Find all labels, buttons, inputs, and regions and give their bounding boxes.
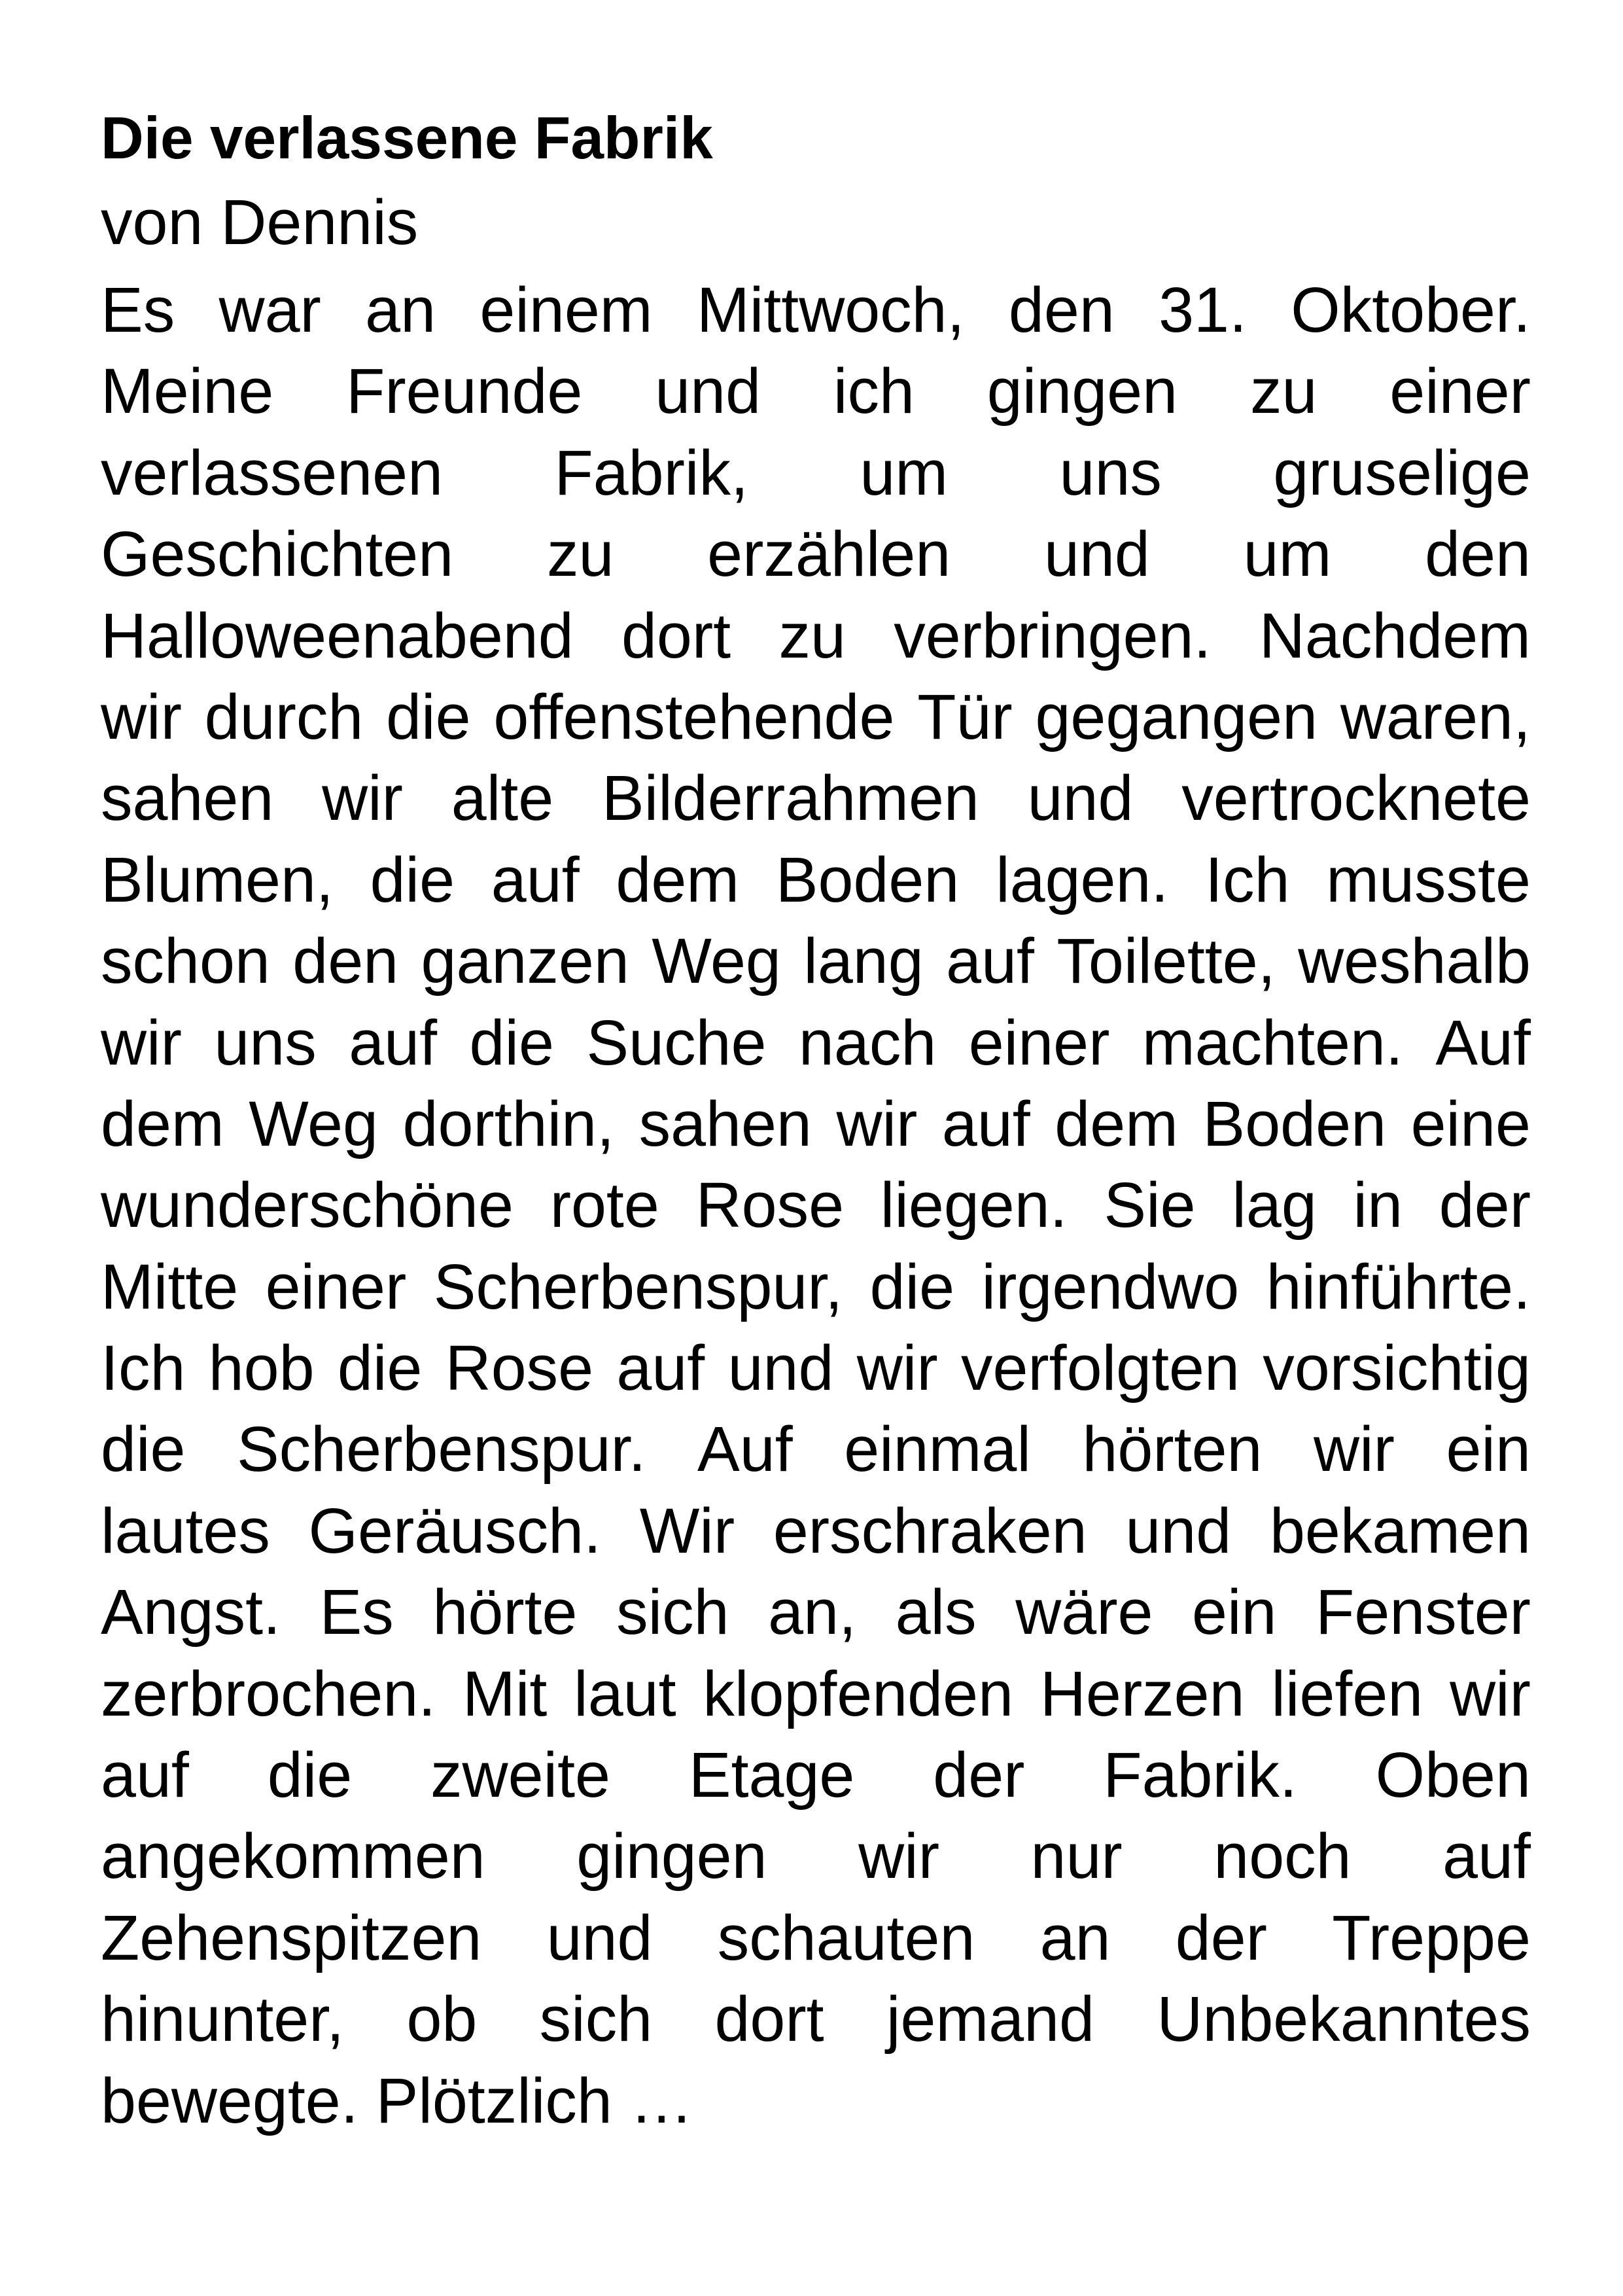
story-word: auf [946,925,1034,997]
story-line [101,270,1531,351]
story-word: Es [319,1576,394,1648]
story-word: der [1175,1901,1267,1973]
story-word: hinunter, [101,1983,345,2055]
story-word: Toilette, [1056,925,1276,997]
story-line [101,1491,1531,1572]
story-word: ob [406,1983,478,2055]
story-word: der [1439,1169,1531,1241]
story-word: alte [451,762,554,834]
story-word: gingen [576,1820,767,1892]
story-line [101,677,1531,758]
story-word: wir [101,680,182,752]
story-word: Weg [652,925,781,997]
story-word: Scherbenspur. [236,1413,646,1485]
story-word: die [469,1006,554,1078]
story-line [101,1979,1531,2060]
story-word: Mit [462,1657,548,1729]
story-word: wir [1314,1413,1395,1485]
story-word: an [365,274,436,345]
story-line [101,1735,1531,1816]
story-word: ein [1446,1413,1531,1485]
story-word: Scherbenspur, [433,1250,843,1322]
story-word: lautes [101,1494,270,1566]
story-word: Bilderrahmen [601,762,979,834]
story-line [101,1572,1531,1653]
story-word: Sie [1104,1169,1196,1241]
story-line-last: bewegte. Plötzlich … [101,2064,693,2136]
story-word: noch [1213,1820,1352,1892]
story-word: 31. [1159,274,1247,345]
story-word: Treppe [1332,1901,1531,1973]
story-word: Unbekanntes [1157,1983,1531,2055]
story-word: hörten [1082,1413,1263,1485]
story-word: den [1008,274,1115,345]
story-word: dem [101,1087,224,1159]
story-word: als [895,1576,977,1648]
story-word: waren, [1340,680,1531,752]
story-word: an [1039,1901,1111,1973]
story-line [101,595,1531,677]
story-line [101,1653,1531,1735]
story-author: von Dennis [101,186,419,258]
story-word: wir [858,1820,939,1892]
story-word: Fenster [1316,1576,1531,1648]
story-word: Rose [695,1169,845,1241]
story-word: jemand [886,1983,1095,2055]
story-word: verlassenen [101,436,444,508]
story-word: zerbrochen. [101,1657,436,1729]
story-word: eine [1410,1087,1531,1159]
story-word: wir [836,1087,918,1159]
story-word: lag [1232,1169,1317,1241]
story-word: den [292,925,399,997]
story-word: Meine [101,355,274,427]
story-word: einer [1389,355,1531,427]
story-word: zweite [430,1739,610,1811]
story-line [101,433,1531,514]
story-body [101,270,1531,2142]
story-word: Suche [586,1006,767,1078]
story-word: zu [1249,355,1318,427]
story-word: uns [214,1006,317,1078]
story-word: die [267,1739,353,1811]
story-word: in [1353,1169,1403,1241]
story-word: irgendwo [981,1250,1240,1322]
story-word: sahen [101,762,274,834]
story-word: Wir [639,1494,735,1566]
story-word: einer [968,1006,1110,1078]
story-word: wunderschöne [101,1169,514,1241]
story-word: auf [349,1006,438,1078]
story-word: lagen. [996,843,1169,915]
story-word: und [655,355,761,427]
story-word: die [337,1332,423,1404]
story-word: die [386,680,471,752]
story-word: offenstehende [493,680,895,752]
story-word: einer [265,1250,407,1322]
story-word: Weg [249,1087,378,1159]
story-word: auf [101,1739,189,1811]
story-title: Die verlassene Fabrik [101,105,713,171]
story-line [101,514,1531,595]
story-word: auf [941,1087,1030,1159]
story-word: wäre [1015,1576,1153,1648]
story-line [101,1898,1531,1979]
story-line [101,921,1531,1002]
story-word: Fabrik. [1103,1739,1297,1811]
story-word: Angst. [101,1576,281,1648]
story-word: der [933,1739,1025,1811]
story-word: Oben [1375,1739,1531,1811]
story-word: auf [1442,1820,1531,1892]
story-word: zu [778,599,846,671]
story-word: erzählen [707,518,951,590]
story-word: ganzen [421,925,629,997]
story-word: Oktober. [1291,274,1531,345]
story-word: dort [714,1983,824,2055]
story-word: sahen [638,1087,812,1159]
story-word: gruselige [1273,436,1531,508]
story-word: Geräusch. [308,1494,602,1566]
story-word: dort [621,599,731,671]
story-word: liegen. [880,1169,1068,1241]
story-word: lang [803,925,924,997]
story-word: nur [1030,1820,1123,1892]
story-word: Geschichten [101,518,454,590]
story-word: ich [833,355,915,427]
story-word: Etage [688,1739,855,1811]
story-word: Mitte [101,1250,239,1322]
story-word: war [218,274,321,345]
story-word: bekamen [1269,1494,1531,1566]
story-word: und [546,1901,653,1973]
story-word: sich [539,1983,653,2055]
story-word: sich [616,1576,729,1648]
story-word: an, [768,1576,857,1648]
story-word: Es [101,274,175,345]
story-word: auf [491,843,580,915]
story-word: Blumen, [101,843,334,915]
story-word: wir [1450,1657,1531,1729]
story-word: gegangen [1035,680,1318,752]
story-word: Herzen [1039,1657,1245,1729]
story-word: und [1125,1494,1232,1566]
story-word: Auf [697,1413,793,1485]
document-page [101,98,1531,2142]
story-word: verbringen. [894,599,1212,671]
story-word: wir [322,762,403,834]
story-word: und [727,1332,834,1404]
story-word: wir [101,1006,182,1078]
story-word: zu [546,518,614,590]
story-word: Fabrik, [554,436,748,508]
story-word: Boden [1202,1087,1387,1159]
story-word: Mittwoch, [696,274,965,345]
story-word: schon [101,925,270,997]
story-word: und [1027,762,1134,834]
story-word: und [1044,518,1150,590]
story-line [101,1165,1531,1246]
story-word: dem [1055,1087,1178,1159]
story-word: dem [616,843,740,915]
story-word: die [101,1413,186,1485]
story-word: dorthin, [402,1087,615,1159]
story-word: die [370,843,455,915]
story-word: um [860,436,949,508]
story-line [101,1084,1531,1165]
story-word: Tür [917,680,1013,752]
story-word: hörte [432,1576,578,1648]
story-line [101,1246,1531,1328]
story-word: uns [1059,436,1162,508]
story-word: vertrocknete [1181,762,1531,834]
story-line [101,758,1531,839]
story-word: die [869,1250,955,1322]
story-word: den [1425,518,1531,590]
story-word: Rose [445,1332,594,1404]
story-word: Ich [101,1332,186,1404]
story-word: um [1243,518,1332,590]
story-word: hinführte. [1266,1250,1531,1322]
story-word: rote [550,1169,659,1241]
story-word: weshalb [1298,925,1531,997]
story-word: ein [1192,1576,1277,1648]
story-word: liefen [1271,1657,1423,1729]
story-word: Zehenspitzen [101,1901,482,1973]
story-word: hob [208,1332,315,1404]
story-word: schauten [717,1901,975,1973]
story-word: gingen [986,355,1178,427]
story-word: Freunde [346,355,583,427]
story-word: musste [1326,843,1531,915]
story-word: wir [856,1332,938,1404]
story-word: angekommen [101,1820,485,1892]
story-line [101,1002,1531,1084]
story-word: machten. [1142,1006,1403,1078]
story-word: Nachdem [1259,599,1531,671]
story-word: nach [798,1006,937,1078]
story-word: laut [574,1657,676,1729]
story-line [101,1816,1531,1897]
story-word: Ich [1205,843,1290,915]
story-word: Halloweenabend [101,599,574,671]
story-word: Boden [775,843,960,915]
story-word: klopfenden [703,1657,1014,1729]
story-word: vorsichtig [1263,1332,1531,1404]
story-line [101,839,1531,921]
story-word: Auf [1435,1006,1531,1078]
story-word: verfolgten [960,1332,1240,1404]
story-word: einmal [844,1413,1031,1485]
story-word: erschraken [773,1494,1087,1566]
story-line [101,351,1531,432]
story-word: einem [480,274,653,345]
story-word: durch [204,680,364,752]
story-line [101,1409,1531,1490]
story-line [101,1328,1531,1409]
story-word: auf [616,1332,705,1404]
